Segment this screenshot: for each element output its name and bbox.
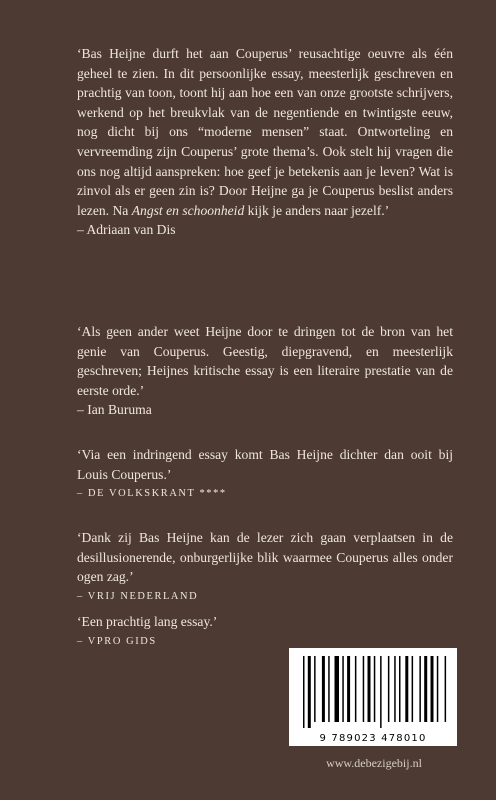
isbn-number: 9 789023 478010 [319,733,427,744]
quote-volkskrant [77,445,453,503]
barcode-bar [342,656,344,722]
barcode-bar [437,656,439,722]
barcode-bar [314,656,316,722]
barcode-bar [355,656,357,722]
quote-vrij-nederland [77,528,453,606]
quote-attribution: – Ian Buruma [77,402,152,418]
barcode-bar [374,656,376,722]
barcode-bar [368,656,371,722]
quote-text: ‘Dank zij Bas Heijne kan de lezer zich gaan verplaatsen in de desillusionerende, onburgerlijke blik waarmee Couperus alles onder ogen zag.’ [77,530,453,585]
quote-attribution: – VRIJ NEDERLAND [77,590,199,602]
barcode-bar [328,656,330,722]
barcode-bar [419,656,421,722]
barcode-bar [412,656,414,722]
barcode-bar [399,656,401,722]
barcode-bar [322,656,325,722]
quote-ian-buruma [77,322,453,420]
quote-text: ‘Als geen ander weet Heijne door te dringen tot de bron van het genie van Couperus. Geestig, diepgravend, en meesterlijk geschreven; Heijnes kritische essay is een literaire prestatie van de eerste orde.’ [77,324,453,398]
barcode-bar [347,656,350,722]
barcode-bar [303,656,305,728]
quote-attribution: – VPRO GIDS [77,635,157,647]
quote-text-part: kijk je anders naar jezelf.’ [244,202,390,218]
barcode-bar [394,656,396,722]
barcode-bar [431,656,434,722]
quote-attribution: – Adriaan van Dis [77,222,176,238]
publisher-website: www.debezigebij.nl [326,756,422,770]
barcode-bar [335,656,340,722]
quote-vpro-gids [77,612,453,651]
quote-adriaan-van-dis [77,44,453,240]
barcode-bar [424,656,427,722]
barcode-bars [299,656,447,728]
quote-text: ‘Een prachtig lang essay.’ [77,614,218,629]
barcode-bar [388,656,390,722]
quote-text-part: ‘Bas Heijne durft het aan Couperus’ reusachtige oeuvre als één geheel te zien. In dit persoonlijke essay, meesterlijk geschreven en prachtig van toon, toont hij aan hoe een van onze grootste schrijvers, werkend op het breukvlak van de negentiende en twintigste eeuw, nog dicht bij ons “moderne mensen” staat. Ontworteling en vervreemding zijn Couperus’ grote thema’s. Ook stelt hij vragen die ons nog altijd aanspreken: hoe geef je betekenis aan je leven? Wat is zinvol als er geen zin is? Door Heijne ga je Couperus beslist anders lezen. Na [77,46,453,218]
quote-attribution: – DE VOLKSKRANT **** [77,488,227,500]
quote-text [77,44,453,220]
barcode-bar [308,656,311,728]
barcode-bar [405,656,408,722]
book-title-italic: Angst en schoonheid [131,202,245,218]
barcode-bar [363,656,365,722]
barcode-bar [380,656,382,728]
barcode-bar [445,656,447,722]
barcode [289,648,457,746]
quote-text: ‘Via een indringend essay komt Bas Heijne dichter dan ooit bij Louis Couperus.’ [77,447,453,482]
